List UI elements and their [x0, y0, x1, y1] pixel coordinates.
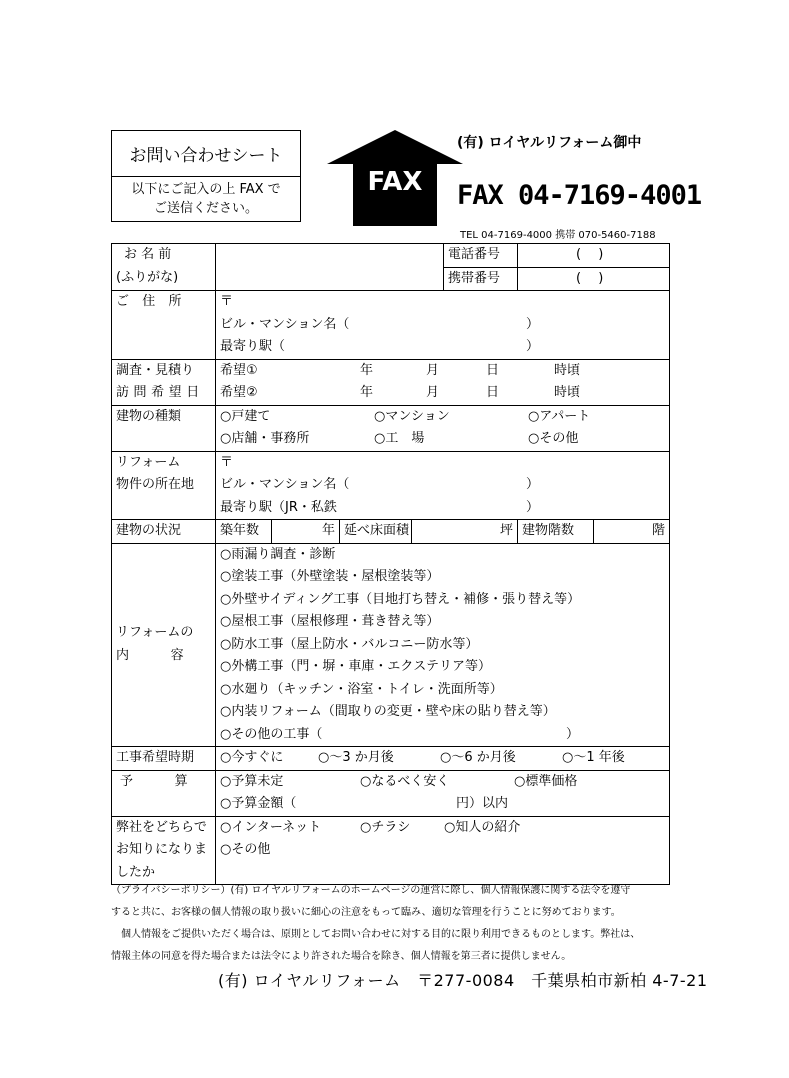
- option-budget-cheap[interactable]: ○なるべく安く: [360, 773, 450, 789]
- privacy-line-2: すると共に、お客様の個人情報の取り扱いに細心の注意をもって臨み、適切な管理を行うことに努めております。: [111, 907, 621, 918]
- phone-field[interactable]: [518, 244, 670, 268]
- location-field[interactable]: [216, 451, 670, 520]
- building-type-options: [216, 405, 670, 451]
- wish-2-label: 希望②: [220, 385, 258, 400]
- phone-label-cell: [444, 244, 518, 268]
- location-station-close: ）: [526, 499, 540, 515]
- source-label-3: したか: [116, 864, 156, 880]
- timing-row: [112, 747, 670, 771]
- address-row: [112, 291, 670, 360]
- addressee: (有) ロイヤルリフォーム御中: [457, 135, 642, 151]
- mobile-label: 携帯番号: [448, 270, 501, 286]
- phone-paren: ( ): [576, 247, 604, 262]
- wish-1-label: 希望①: [220, 362, 258, 378]
- property-location-row: [112, 451, 670, 520]
- furigana-label: (ふりがな): [116, 269, 179, 285]
- option-referral[interactable]: ○知人の紹介: [444, 819, 521, 835]
- sheet-title: お問い合わせシート: [112, 131, 300, 177]
- address-field[interactable]: [216, 291, 670, 360]
- age-unit: 年: [321, 523, 335, 538]
- condition-label: 建物の状況: [116, 523, 182, 538]
- name-label-cell: [112, 244, 216, 291]
- building-type-row: [112, 405, 670, 451]
- option-painting[interactable]: ○塗装工事（外壁塗装・屋根塗装等）: [220, 569, 440, 584]
- location-station-label: 最寄り駅（JR・私鉄: [220, 499, 337, 515]
- building-condition-row: [112, 520, 670, 544]
- area-unit: 坪: [500, 523, 514, 538]
- source-options: [216, 816, 670, 885]
- address-station-label: 最寄り駅（: [220, 339, 286, 354]
- floors-label-cell: [518, 520, 594, 544]
- visit-date-field[interactable]: [216, 359, 670, 405]
- building-type-line-1: [220, 406, 665, 429]
- other-work-close: ）: [566, 726, 580, 742]
- building-type-label-cell: [112, 405, 216, 451]
- privacy-line-1: （プライバシーポリシー）(有) ロイヤルリフォームのホームページの運営に際し、個人情報保護に関する法令を遵守: [111, 885, 631, 896]
- mobile-field[interactable]: [518, 267, 670, 291]
- sheet-instructions: [112, 177, 300, 221]
- option-interior[interactable]: ○内装リフォーム（間取りの変更・壁や床の貼り替え等）: [220, 704, 556, 719]
- option-other-work[interactable]: [220, 724, 665, 747]
- visit-wish-2: [220, 382, 665, 405]
- location-building: [220, 474, 665, 497]
- content-label-2: 内 容: [116, 647, 198, 663]
- sheet-note-1: 以下にご記入の上 FAX で: [131, 182, 281, 197]
- option-now[interactable]: ○今すぐに: [220, 750, 284, 765]
- mobile-label-cell: [444, 267, 518, 291]
- fax-arrow-label: FAX: [367, 167, 423, 197]
- timing-options: [216, 747, 670, 771]
- reform-content-row: [112, 543, 670, 747]
- company-address: (有) ロイヤルリフォーム 〒277-0084 千葉県柏市新柏 4-7-21: [218, 971, 708, 990]
- option-internet[interactable]: ○インターネット: [220, 819, 322, 835]
- privacy-line-3: 個人情報をご提供いただく場合は、原則としてお問い合わせに対する目的に限り利用できるものとします。弊社は、: [111, 929, 641, 940]
- age-label-cell: [216, 520, 272, 544]
- option-mansion[interactable]: ○マンション: [374, 408, 450, 424]
- wish-1-time: 時頃: [554, 362, 581, 378]
- visit-label-2: 訪問希望日: [116, 385, 204, 400]
- wish-2-month: 月: [426, 385, 440, 400]
- address-label: ご 住 所: [116, 294, 187, 309]
- address-postal: 〒: [220, 294, 234, 309]
- source-row: [112, 816, 670, 885]
- option-waterproofing[interactable]: ○防水工事（屋上防水・バルコニー防水等）: [220, 636, 479, 652]
- option-budget-undecided[interactable]: ○予算未定: [220, 773, 284, 789]
- name-row: [112, 244, 670, 268]
- option-store-office[interactable]: ○店舗・事務所: [220, 431, 310, 446]
- privacy-line-4: 情報主体の同意を得た場合または法令により許された場合を除き、個人情報を第三者に提供しません。: [111, 951, 572, 962]
- area-field[interactable]: [412, 520, 518, 544]
- timing-line: [220, 747, 665, 770]
- source-line-1: [220, 817, 665, 840]
- source-label-1: 弊社をどちらで: [116, 819, 207, 835]
- option-3-months[interactable]: ○～3 か月後: [318, 750, 394, 765]
- location-building-label: ビル・マンション名（: [220, 477, 350, 492]
- age-label: 築年数: [220, 523, 260, 538]
- location-label-cell: [112, 451, 216, 520]
- inquiry-form-table: [111, 243, 670, 885]
- location-label-2: 物件の所在地: [116, 477, 195, 492]
- option-budget-amount[interactable]: [220, 793, 665, 816]
- address-building-close: ）: [526, 316, 540, 332]
- address-building: [220, 314, 665, 337]
- option-factory[interactable]: ○工 場: [374, 431, 425, 446]
- content-options: [216, 543, 670, 747]
- location-postal: 〒: [220, 454, 234, 470]
- address-building-label: ビル・マンション名（: [220, 316, 350, 332]
- budget-line-1: [220, 771, 665, 794]
- budget-label-cell: [112, 770, 216, 816]
- option-other-source[interactable]: ○その他: [220, 842, 271, 857]
- option-budget-standard[interactable]: ○標準価格: [514, 773, 578, 789]
- fax-number: FAX 04-7169-4001: [457, 180, 702, 211]
- budget-label: 予 算: [120, 773, 202, 789]
- visit-date-row: [112, 359, 670, 405]
- option-apartment[interactable]: ○アパート: [528, 408, 591, 424]
- address-station: [220, 336, 665, 359]
- privacy-policy: [111, 880, 669, 968]
- condition-label-cell: [112, 520, 216, 544]
- sheet-note-2: ご送信ください。: [153, 201, 258, 216]
- visit-wish-1: [220, 360, 665, 383]
- other-work-label: ○その他の工事（: [220, 726, 323, 742]
- wish-2-year: 年: [360, 385, 374, 400]
- floors-unit: 階: [652, 523, 666, 538]
- floors-label: 建物階数: [522, 523, 575, 538]
- building-type-label: 建物の種類: [116, 408, 182, 424]
- content-label-cell: [112, 543, 216, 747]
- budget-amount-label: ○予算金額（: [220, 796, 297, 811]
- tel-line: TEL 04-7169-4000 携帯 070-5460-7188: [460, 230, 656, 241]
- building-type-line-2: [220, 428, 665, 451]
- location-label-1: リフォーム: [116, 454, 181, 470]
- location-building-close: ）: [526, 477, 540, 492]
- option-flyer[interactable]: ○チラシ: [360, 819, 411, 835]
- budget-amount-close: 円）以内: [456, 796, 509, 811]
- area-label-cell: [340, 520, 412, 544]
- timing-label-cell: [112, 747, 216, 771]
- floors-field[interactable]: [594, 520, 670, 544]
- wish-2-day: 日: [486, 385, 500, 400]
- option-roofing[interactable]: ○屋根工事（屋根修理・葺き替え等）: [220, 614, 440, 629]
- content-label-1: リフォームの: [116, 625, 194, 641]
- location-station: [220, 497, 665, 520]
- name-label: お 名 前: [124, 247, 172, 262]
- option-exterior[interactable]: ○外構工事（門・塀・車庫・エクステリア等）: [220, 659, 491, 674]
- visit-label-1: 調査・見積り: [116, 362, 195, 378]
- budget-options: [216, 770, 670, 816]
- option-plumbing[interactable]: ○水廻り（キッチン・浴室・トイレ・洗面所等）: [220, 681, 503, 697]
- mobile-paren: ( ): [576, 270, 604, 286]
- option-other-type[interactable]: ○その他: [528, 431, 579, 446]
- option-leak-inspection[interactable]: ○雨漏り調査・診断: [220, 546, 336, 562]
- wish-1-year: 年: [360, 362, 374, 378]
- sheet-title-box: [111, 130, 301, 222]
- option-1-year[interactable]: ○～1 年後: [562, 750, 625, 765]
- name-field[interactable]: [216, 244, 444, 291]
- age-field[interactable]: [272, 520, 340, 544]
- address-label-cell: [112, 291, 216, 360]
- phone-label: 電話番号: [448, 247, 501, 262]
- fax-arrow-icon: [327, 130, 463, 226]
- option-detached[interactable]: ○戸建て: [220, 408, 271, 424]
- visit-label-cell: [112, 359, 216, 405]
- wish-1-day: 日: [486, 362, 500, 378]
- budget-row: [112, 770, 670, 816]
- option-6-months[interactable]: ○～6 か月後: [440, 750, 516, 765]
- wish-2-time: 時頃: [554, 385, 581, 400]
- timing-label: 工事希望時期: [116, 750, 195, 765]
- option-siding[interactable]: ○外壁サイディング工事（目地打ち替え・補修・張り替え等）: [220, 591, 581, 607]
- address-station-close: ）: [526, 339, 540, 354]
- source-label-cell: [112, 816, 216, 885]
- wish-1-month: 月: [426, 362, 440, 378]
- area-label: 延べ床面積: [344, 523, 410, 538]
- source-label-2: お知りになりま: [116, 842, 208, 857]
